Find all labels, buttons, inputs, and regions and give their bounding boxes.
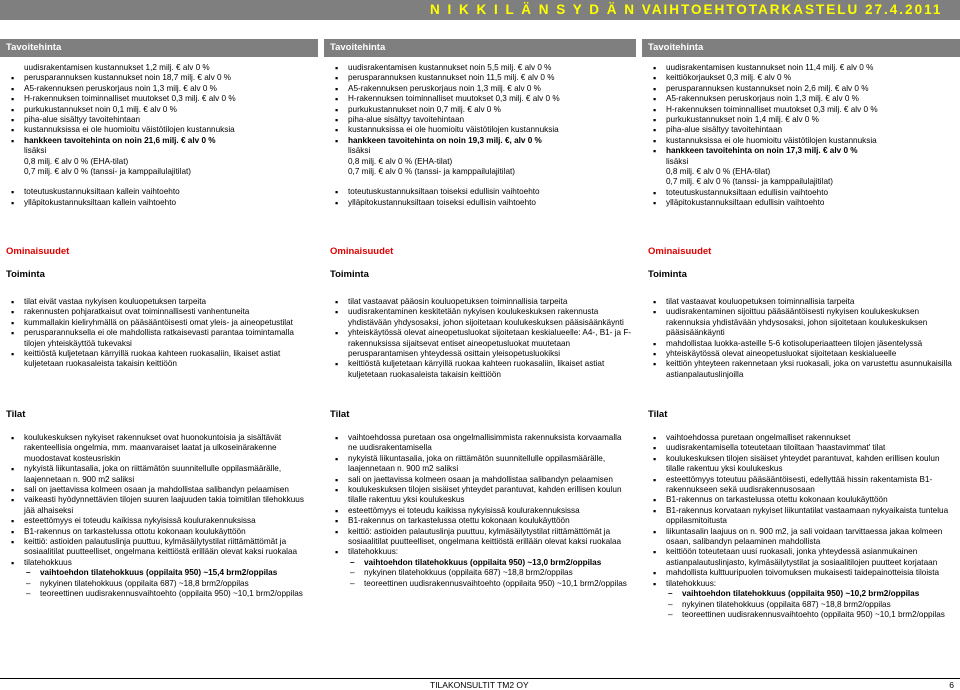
list-item: lisäksi — [666, 156, 689, 166]
list-item — [10, 177, 314, 187]
list-item: – teoreettinen uudisrakennusvaihtoehto (oppilaita 950) ~10,1 brm2/oppilas — [10, 589, 314, 599]
list-item: ▪ vaikeasti hyödynnettävien tilojen suuren laajuuden takia toimitilan tilehokkuus jää alhaiseksi — [10, 495, 314, 516]
list-item: ▪ B1-rakennus on tarkastelussa ottotu kokonaan koulukäyttöön — [10, 527, 314, 537]
list-item: ▪ tilat eivät vastaa nykyisen kouluopetuksen tarpeita — [10, 297, 314, 307]
list-item: ▪ keittiö: astioiden palautuslinja puuttuu, kylmäsäilytystilat riittämättömät ja sosiaalitilat puutteelliset, ongelmana keittiöstä erillään olevat kaksi ruokalaa — [10, 537, 314, 558]
list-item: ▪ hankkeen tavoitehinta on noin 17,3 milj. € alv 0 % — [652, 146, 956, 156]
list-item: – vaihtoehdon tilatehokkuus (oppilaita 950) ~10,2 brm2/oppilas — [652, 589, 956, 599]
list-item: 0,7 milj. € alv 0 % (tanssi- ja kamppailulajitilat) — [348, 167, 515, 177]
list-item: lisäksi — [24, 146, 47, 156]
list-item: ▪ hankkeen tavoitehinta on noin 19,3 milj. €, alv 0 % — [334, 136, 632, 146]
list-item: ▪ toteutuskustannuksiltaan edullisin vaihtoehto — [652, 188, 956, 198]
list-item: ▪ rakennusten pohjaratkaisut ovat toiminnallisesti vanhentuneita — [10, 307, 314, 317]
list-item: 0,8 milj. € alv 0 % (EHA-tilat) — [24, 156, 129, 166]
features-heading: Ominaisuudet — [648, 246, 712, 257]
list-item: ▪ vaihtoehdossa puretaan osa ongelmallisimmista rakennuksista korvaamalla ne uudisrakentamisella — [334, 433, 632, 454]
list-item: ▪ B1-rakennus korvataan nykyiset liikuntatilat vastaamaan nykyaikaista tuntelua oppilasmitoitusta — [652, 506, 956, 527]
list-item: ▪ ylläpitokustannuksiltaan edullisin vaihtoehto — [652, 198, 956, 208]
target-price-header: Tavoitehinta — [324, 39, 636, 57]
features-heading: Ominaisuudet — [6, 246, 70, 257]
spaces-heading: Tilat — [648, 409, 668, 420]
columns-1-space_items-list — [334, 433, 632, 589]
columns-0-space_items-list — [10, 433, 314, 600]
list-item: 0,8 milj. € alv 0 % (EHA-tilat) — [348, 156, 453, 166]
list-item: ▪ piha-alue sisältyy tavoitehintaan — [10, 115, 314, 125]
list-item: 0,7 milj. € alv 0 % (tanssi- ja kamppailulajitilat) — [666, 177, 833, 187]
spaces-heading: Tilat — [6, 409, 26, 420]
columns-1-target_items-list — [334, 63, 632, 208]
columns-2-target_items-list — [652, 63, 956, 209]
list-item: ▪ tilat vastaavat kouluopetuksen toiminnallisia tarpeita — [652, 297, 956, 307]
document-header — [0, 0, 960, 20]
document-title: N I K K I L Ä N S Y D Ä N VAIHTOEHTOTARKASTELU 27.4.2011 — [430, 2, 943, 17]
list-item: uudisrakentamisen kustannukset 1,2 milj. € alv 0 % — [24, 63, 210, 72]
list-item: – vaihtoehdon tilatehokkuus (oppilaita 950) ~15,4 brm2/oppilas — [10, 568, 314, 578]
target-price-header: Tavoitehinta — [642, 39, 960, 57]
target-price-header: Tavoitehinta — [0, 39, 318, 57]
list-item: 0,8 milj. € alv 0 % (EHA-tilat) — [666, 167, 771, 177]
list-item: ▪ hankkeen tavoitehinta on noin 21,6 milj. € alv 0 % — [10, 136, 314, 146]
list-item: ▪ toteutuskustannuksiltaan toiseksi edullisin vaihtoehto — [334, 187, 632, 197]
list-item: – vaihtoehdon tilatehokkuus (oppilaita 950) ~13,0 brm2/oppilas — [334, 558, 632, 568]
list-item: ▪ sali on jaettavissa kolmeen osaan ja mahdollistaa salibandyn pelaamisen — [10, 485, 314, 495]
list-item: 0,7 milj. € alv 0 % (tanssi- ja kamppailulajitilat) — [24, 167, 191, 177]
list-item: ▪ piha-alue sisältyy tavoitehintaan — [652, 125, 956, 135]
page-number: 6 — [949, 680, 954, 690]
list-item: ▪ nykyistä liikuntasalia, joka on riittämätön suunnitellulle oppilasmäärälle, laajennetaan n. 900 m2 saliksi — [10, 464, 314, 485]
list-item: ▪ yhteiskäytössä olevat aineopetusluokat sijoitetaan keskialueelle: A4-, B1- ja F-rakennuksissa sijaitsevat entiset aineopetusluokat muutetaan perusparantamisen yhteydessä osittain yleisopetusluokiksi — [334, 328, 632, 359]
list-item: ▪ nykyistä liikuntasalia, joka on riittämätön suunnitellulle oppilasmäärälle, laajennetaan n. 900 m2 saliksi — [334, 454, 632, 475]
list-item: ▪ keittiökorjaukset 0,3 milj. € alv 0 % — [652, 73, 956, 83]
columns-1-operation_items-list — [334, 297, 632, 380]
list-item: ▪ uudisrakentamisen kustannukset noin 5,5 milj. € alv 0 % — [334, 63, 632, 73]
list-item: ▪ perusparannuksen kustannukset noin 2,6 milj. € alv 0 % — [652, 84, 956, 94]
columns-0-operation_items-list — [10, 297, 314, 370]
list-item: ▪ keittiö: astioiden palautuslinja puuttuu, kylmäsäilytystilat riittämättömät ja sosiaalitilat puutteelliset, ongelmana keittiöstä erillään olevat kaksi ruokalaa — [334, 527, 632, 548]
list-item: ▪ piha-alue sisältyy tavoitehintaan — [334, 115, 632, 125]
list-item: ▪ perusparannuksen kustannukset noin 18,7 milj. € alv 0 % — [10, 73, 314, 83]
columns-2-space_items-list — [652, 433, 956, 620]
list-item — [334, 177, 632, 187]
list-item: ▪ tilat vastaavat pääosin kouluopetuksen toiminnallisia tarpeita — [334, 297, 632, 307]
list-item: ▪ tilatehokkuus — [10, 558, 314, 568]
list-item: ▪ kustannuksissa ei ole huomioitu väistötilojen kustannuksia — [10, 125, 314, 135]
list-item: ▪ purkukustannukset noin 0,7 milj. € alv 0 % — [334, 105, 632, 115]
list-item: ▪ toteutuskustannuksiltaan kallein vaihtoehto — [10, 187, 314, 197]
list-item: ▪ esteettömyys ei toteudu kaikissa nykyisissä koulurakennuksissa — [10, 516, 314, 526]
operation-heading: Toiminta — [648, 269, 687, 280]
list-item: ▪ tilatehokkuus: — [334, 547, 632, 557]
list-item: ▪ keittiöön toteutetaan uusi ruokasali, jonka yhteydessä asianmukainen astianpalautuslinjasto, kylmäsäilytystilat ja sosiaalitilojen puutteet korjataan — [652, 547, 956, 568]
list-item: ▪ B1-rakennus on tarkastelussa otettu kokonaan koulukäyttöön — [652, 495, 956, 505]
list-item: ▪ H-rakennuksen toiminnalliset muutokset 0,3 milj. € alv 0 % — [652, 105, 956, 115]
list-item: ▪ kustannuksissa ei ole huomioitu väistötilojen kustannuksia — [334, 125, 632, 135]
list-item: ▪ tilatehokkuus: — [652, 579, 956, 589]
list-item: ▪ B1-rakennus on tarkastelussa otettu kokonaan koulukäyttöön — [334, 516, 632, 526]
list-item: ▪ liikuntasalin laajuus on n. 900 m2, ja sali voidaan tarvittaessa jakaa kolmeen osaan, salibandyn pelaaminen mahdollista — [652, 527, 956, 548]
list-item: ▪ A5-rakennuksen peruskorjaus noin 1,3 milj. € alv 0 % — [652, 94, 956, 104]
list-item: ▪ kustannuksissa ei ole huomioitu väistötilojen kustannuksia — [652, 136, 956, 146]
list-item: – nykyinen tilatehokkuus (oppilaita 687) ~18,8 brm2/oppilas — [10, 579, 314, 589]
list-item: ▪ ylläpitokustannuksiltaan kallein vaihtoehto — [10, 198, 314, 208]
list-item: ▪ purkukustannukset noin 1,4 milj. € alv 0 % — [652, 115, 956, 125]
list-item: ▪ uudisrakentaminen sijoittuu pääsääntöisesti nykyisen koulukeskuksen rakennuksia yhdistävään yhdysosaksi, johon sijoitetaan koulukeskuksen pääsisäänkäynti — [652, 307, 956, 338]
page-footer — [0, 678, 960, 690]
list-item: – nykyinen tilatehokkuus (oppilaita 687) ~18,8 brm2/oppilas — [334, 568, 632, 578]
list-item: ▪ yhteiskäytössä olevat aineopetusluokat sijoitetaan keskialueelle — [652, 349, 956, 359]
list-item: ▪ perusparannuksella ei ole mahdollista ratkaisevasti parantaa toimintamalla tilojen yhteiskäyttöä tukevaksi — [10, 328, 314, 349]
list-item: ▪ A5-rakennuksen peruskorjaus noin 1,3 milj. € alv 0 % — [334, 84, 632, 94]
list-item: – teoreettinen uudisrakennusvaihtoehto (oppilaita 950) ~10,1 brm2/oppilas — [334, 579, 632, 589]
footer-rule — [0, 678, 960, 679]
columns-2-operation_items-list — [652, 297, 956, 380]
list-item: ▪ uudisrakentamisella toteutetaan tiloiltaan 'haastavimmat' tilat — [652, 443, 956, 453]
list-item: ▪ vaihtoehdossa puretaan ongelmalliset rakennukset — [652, 433, 956, 443]
operation-heading: Toiminta — [330, 269, 369, 280]
operation-heading: Toiminta — [6, 269, 45, 280]
list-item: ▪ perusparannuksen kustannukset noin 11,5 milj. € alv 0 % — [334, 73, 632, 83]
list-item: ▪ ylläpitokustannuksiltaan toiseksi edullisin vaihtoehto — [334, 198, 632, 208]
list-item: ▪ purkukustannukset noin 0,1 milj. € alv 0 % — [10, 105, 314, 115]
list-item: ▪ sali on jaettavissa kolmeen osaan ja mahdollistaa salibandyn pelaamisen — [334, 475, 632, 485]
list-item: ▪ keittiön yhteyteen rakennetaan yksi ruokasali, joka on varustettu asunnukaisilla astianpalautuslinjoilla — [652, 359, 956, 380]
list-item: ▪ esteettömyys toteutuu pääsääntöisesti, edellyttää hissin rakentamista B1-rakennukseen sekä uudisrakennusosaan — [652, 475, 956, 496]
features-heading: Ominaisuudet — [330, 246, 394, 257]
list-item: – nykyinen tilatehokkuus (oppilaita 687) ~18,8 brm2/oppilas — [652, 600, 956, 610]
list-item: ▪ A5-rakennuksen peruskorjaus noin 1,3 milj. € alv 0 % — [10, 84, 314, 94]
footer-company: TILAKONSULTIT TM2 OY — [430, 680, 529, 690]
list-item: ▪ koulukeskuksen tilojen sisäiset yhteydet parantuvat, kahden erillisen koulun tilalle rakentuu yksi koulukeskus — [652, 454, 956, 475]
list-item: ▪ uudisrakentamisen kustannukset noin 11,4 milj. € alv 0 % — [652, 63, 956, 73]
columns-0-target_items-list — [10, 63, 314, 208]
list-item: ▪ H-rakennuksen toiminnalliset muutokset 0,3 milj. € alv 0 % — [334, 94, 632, 104]
list-item: – teoreettinen uudisrakennusvaihtoehto (oppilaita 950) ~10,1 brm2/oppilas — [652, 610, 956, 620]
list-item: ▪ keittiöstä kuljetetaan kärryillä ruokaa kahteen ruokasaliin, likaiset astiat kuljetetaan ruokasaleista takaisin keittiöön — [10, 349, 314, 370]
list-item: ▪ keittiöstä kuljetetaan kärryillä ruokaa kahteen ruokasaliin, likaiset astiat kuljetetaan ruokasaleista takaisin keittiöön — [334, 359, 632, 380]
list-item: ▪ mahdollistaa luokka-asteille 5-6 kotisoluperiaatteen tilojen jäsentelyssä — [652, 339, 956, 349]
list-item: ▪ esteettömyys ei toteudu kaikissa nykyisissä koulurakennuksissa — [334, 506, 632, 516]
list-item: ▪ H-rakennuksen toiminnalliset muutokset 0,3 milj. € alv 0 % — [10, 94, 314, 104]
list-item: ▪ koulukeskuksen nykyiset rakennukset ovat huonokuntoisia ja sisältävät rakenteellisia ongelmia, mm. maanvaraiset laatat ja ulkoseinärakenne muodostavat kosteusriskin — [10, 433, 314, 464]
list-item: ▪ mahdollista kulttuuripuolen toivomuksen mukaisesti taidepainotteisia tiloista — [652, 568, 956, 578]
spaces-heading: Tilat — [330, 409, 350, 420]
list-item: lisäksi — [348, 146, 371, 156]
list-item: ▪ uudisrakentaminen keskitetään nykyisen koulukeskuksen rakennusta yhdistävään yhdysosaksi, johon sijoitetaan koulukeskuksen pääsisäänkäynti — [334, 307, 632, 328]
list-item: ▪ kummallakin kieliryhmällä on pääsääntöisesti omat yleis- ja aineopetustilat — [10, 318, 314, 328]
list-item: ▪ koulukeskuksen tilojen sisäiset yhteydet parantuvat, kahden erillisen koulun tilalle rakentuu yksi koulukeskus — [334, 485, 632, 506]
